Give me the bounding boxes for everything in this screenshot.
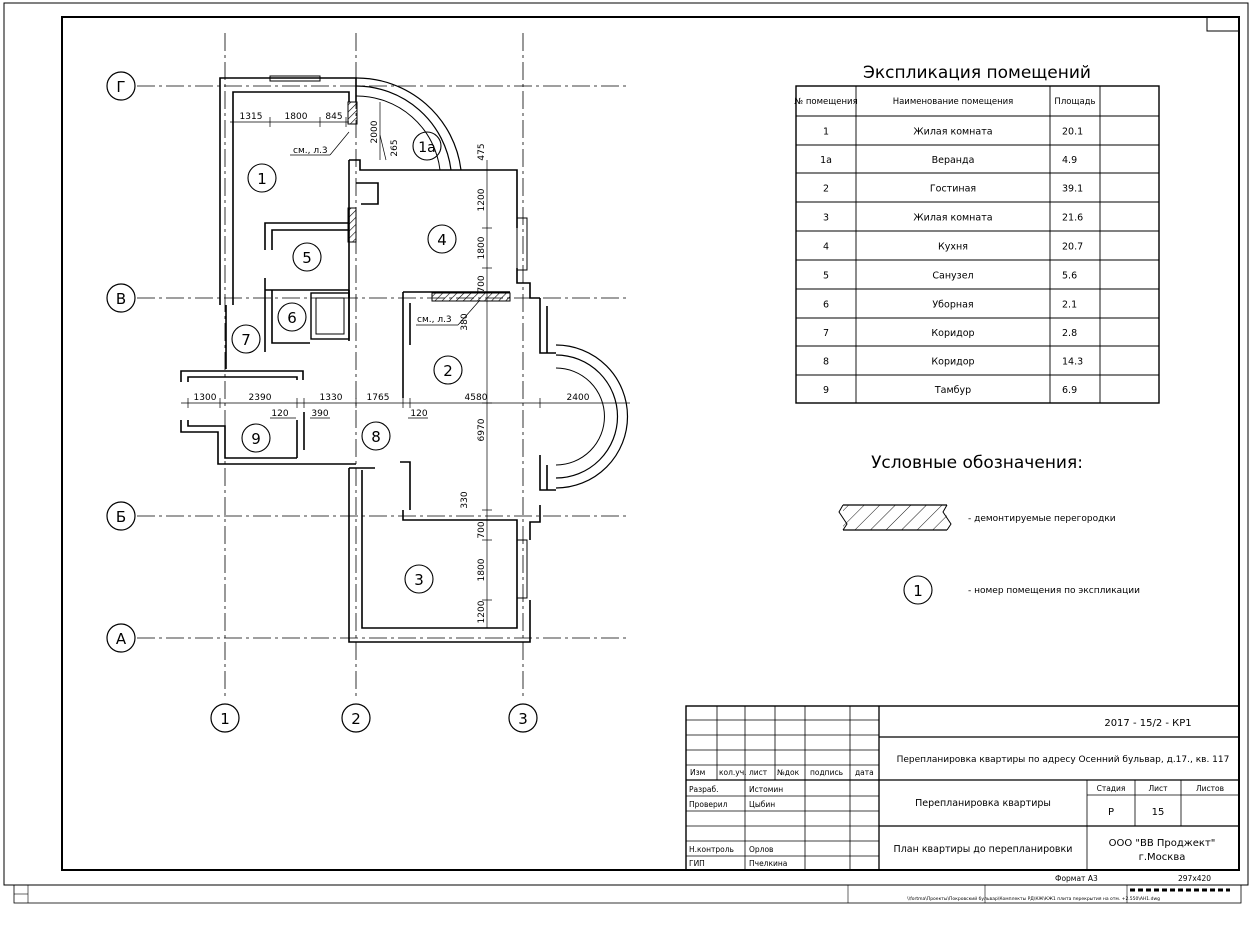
svg-text:6970: 6970	[477, 418, 487, 442]
svg-text:120: 120	[410, 409, 428, 419]
svg-text:1: 1	[257, 170, 267, 188]
room-marker-7	[232, 325, 260, 353]
svg-text:2400: 2400	[566, 393, 590, 403]
legend	[839, 453, 1140, 604]
svg-text:390: 390	[311, 409, 329, 419]
axis-bubble-b	[107, 502, 135, 530]
axis-bubble-v	[107, 284, 135, 312]
axis-bubble-3	[509, 704, 537, 732]
explication-cell-area: 6.9	[1062, 385, 1078, 396]
legend-demolish-label: - демонтируемые перегородки	[968, 514, 1116, 524]
explication-cell-name: Санузел	[932, 270, 974, 282]
explication-cell-area: 2.1	[1062, 299, 1078, 311]
explication-cell-no: 9	[822, 385, 830, 396]
svg-text:Разраб.: Разраб.	[689, 785, 719, 794]
drawing-code: 2017 - 15/2 - КР1	[1104, 718, 1192, 729]
explication-title: Экспликация помещений	[863, 63, 1091, 83]
svg-text:кол.уч.: кол.уч.	[719, 768, 747, 777]
explication-cell-name: Кухня	[938, 241, 968, 253]
svg-text:2: 2	[443, 362, 453, 380]
svg-text:1200: 1200	[477, 600, 487, 624]
svg-text:Цыбин: Цыбин	[749, 800, 776, 809]
room-markers	[232, 132, 462, 593]
svg-text:4: 4	[437, 231, 447, 249]
axis-bubble-2	[342, 704, 370, 732]
svg-text:Пчелкина: Пчелкина	[749, 859, 788, 868]
room-marker-1a	[413, 132, 441, 160]
room-marker-5	[293, 243, 321, 271]
room-marker-3	[405, 565, 433, 593]
svg-text:1800: 1800	[477, 558, 487, 582]
explication-cell-area: 20.1	[1062, 126, 1084, 138]
room-marker-9	[242, 424, 270, 452]
room-marker-8	[362, 422, 390, 450]
svg-text:1: 1	[220, 710, 230, 728]
svg-text:265: 265	[390, 139, 400, 157]
svg-text:Стадия: Стадия	[1096, 784, 1126, 793]
svg-text:Проверил: Проверил	[689, 800, 728, 809]
explication-cell-no: 8	[822, 356, 830, 368]
explication-cell-name: Гостиная	[929, 183, 977, 195]
svg-text:Г: Г	[116, 78, 126, 96]
svg-text:1а: 1а	[418, 140, 436, 156]
svg-text:700: 700	[477, 275, 487, 293]
explication-table	[794, 63, 1159, 403]
room-marker-1	[248, 164, 276, 192]
legend-title: Условные обозначения:	[871, 453, 1083, 473]
svg-text:330: 330	[460, 491, 470, 509]
svg-text:А: А	[115, 630, 127, 648]
stage-value: Р	[1107, 807, 1115, 818]
svg-text:1300: 1300	[193, 393, 217, 403]
project-name: Перепланировка квартиры по адресу Осенний бульвар, д.17., кв. 117	[896, 755, 1230, 765]
svg-text:Лист: Лист	[1148, 784, 1168, 793]
explication-cell-area: 5.6	[1062, 270, 1078, 282]
axis-grid	[137, 33, 628, 700]
svg-text:ГИП: ГИП	[689, 859, 705, 868]
explication-cell-area: 20.7	[1062, 241, 1084, 253]
explication-cell-no: 1	[822, 126, 830, 138]
svg-text:2390: 2390	[248, 393, 272, 403]
svg-text:3: 3	[414, 571, 424, 589]
legend-hatch-symbol	[839, 505, 951, 530]
svg-text:380: 380	[460, 313, 470, 331]
svg-text:Орлов: Орлов	[749, 845, 774, 854]
svg-text:9: 9	[251, 430, 261, 448]
svg-text:1330: 1330	[319, 393, 343, 403]
svg-text:Формат А3: Формат А3	[1055, 874, 1098, 883]
explication-cell-area: 21.6	[1062, 212, 1084, 224]
explication-cell-area: 4.9	[1062, 155, 1078, 166]
svg-text:Б: Б	[115, 508, 127, 526]
svg-text:3: 3	[518, 710, 528, 728]
svg-text:№ помещения: № помещения	[794, 97, 858, 107]
svg-text:Истомин: Истомин	[749, 785, 784, 794]
explication-cell-name: Веранда	[931, 155, 975, 166]
svg-text:см., л.3: см., л.3	[417, 315, 452, 325]
svg-text:лист: лист	[749, 768, 768, 777]
svg-text:Листов: Листов	[1195, 784, 1225, 793]
file-path: \\fortma\Проекты\Покровский бульвар\Комплекты РД\КЖ\КЖ1 плита перекрытия на отм. +2.550\АН1.dwg	[907, 897, 1160, 902]
title-block	[686, 706, 1239, 870]
explication-cell-name: Жилая комната	[913, 212, 993, 224]
sheet-value: 15	[1151, 807, 1165, 818]
svg-text:1800: 1800	[477, 236, 487, 260]
explication-cell-name: Уборная	[932, 299, 974, 311]
svg-text:2000: 2000	[370, 120, 380, 144]
svg-text:120: 120	[271, 409, 289, 419]
svg-text:4580: 4580	[464, 393, 488, 403]
svg-text:1765: 1765	[366, 393, 390, 403]
svg-text:Площадь: Площадь	[1054, 97, 1096, 107]
explication-cell-no: 1а	[820, 155, 832, 166]
company-city: г.Москва	[1138, 852, 1186, 863]
svg-text:Н.контроль: Н.контроль	[689, 845, 734, 854]
explication-cell-no: 7	[822, 328, 830, 339]
svg-text:Изм: Изм	[690, 768, 706, 777]
axis-bubble-1	[211, 704, 239, 732]
room-marker-6	[278, 303, 306, 331]
explication-cell-name: Коридор	[931, 328, 975, 339]
drawing-title-1: Перепланировка квартиры	[915, 798, 1051, 809]
svg-text:В: В	[115, 290, 127, 308]
axis-bubble-a	[107, 624, 135, 652]
company-name: ООО "ВВ Проджект"	[1108, 838, 1216, 849]
svg-text:297х420: 297х420	[1178, 874, 1212, 883]
explication-cell-name: Жилая комната	[913, 126, 993, 138]
explication-cell-area: 39.1	[1062, 183, 1084, 195]
svg-text:дата: дата	[855, 768, 874, 777]
axis-bubble-g	[107, 72, 135, 100]
explication-cell-no: 4	[822, 241, 830, 253]
legend-room-number-label: - номер помещения по экспликации	[968, 586, 1140, 596]
drawing-title-2: План квартиры до перепланировки	[893, 844, 1073, 855]
room-marker-2	[434, 356, 462, 384]
svg-text:700: 700	[477, 521, 487, 539]
svg-text:6: 6	[287, 309, 297, 327]
explication-cell-area: 14.3	[1062, 356, 1084, 368]
svg-text:№док: №док	[777, 768, 800, 777]
svg-text:см., л.3: см., л.3	[293, 146, 328, 156]
legend-room-marker	[904, 576, 932, 604]
svg-text:1: 1	[913, 582, 923, 600]
svg-text:8: 8	[371, 428, 381, 446]
explication-cell-name: Тамбур	[934, 385, 972, 396]
explication-cell-area: 2.8	[1062, 328, 1078, 339]
explication-cell-name: Коридор	[931, 356, 975, 368]
sheet-footer	[907, 874, 1211, 902]
room-marker-4	[428, 225, 456, 253]
svg-text:Наименование помещения: Наименование помещения	[892, 97, 1014, 107]
floor-plan-walls	[181, 76, 628, 642]
svg-text:5: 5	[302, 249, 312, 267]
svg-text:подпись: подпись	[810, 768, 843, 777]
svg-text:7: 7	[241, 331, 251, 349]
explication-cell-no: 6	[822, 299, 830, 311]
svg-text:1315: 1315	[239, 112, 263, 122]
svg-text:1800: 1800	[284, 112, 308, 122]
svg-text:2: 2	[351, 710, 361, 728]
explication-cell-no: 5	[822, 270, 830, 282]
svg-text:845: 845	[325, 112, 343, 122]
svg-text:1200: 1200	[477, 188, 487, 212]
explication-cell-no: 3	[822, 212, 830, 224]
explication-cell-no: 2	[822, 183, 830, 195]
svg-text:475: 475	[477, 143, 487, 161]
